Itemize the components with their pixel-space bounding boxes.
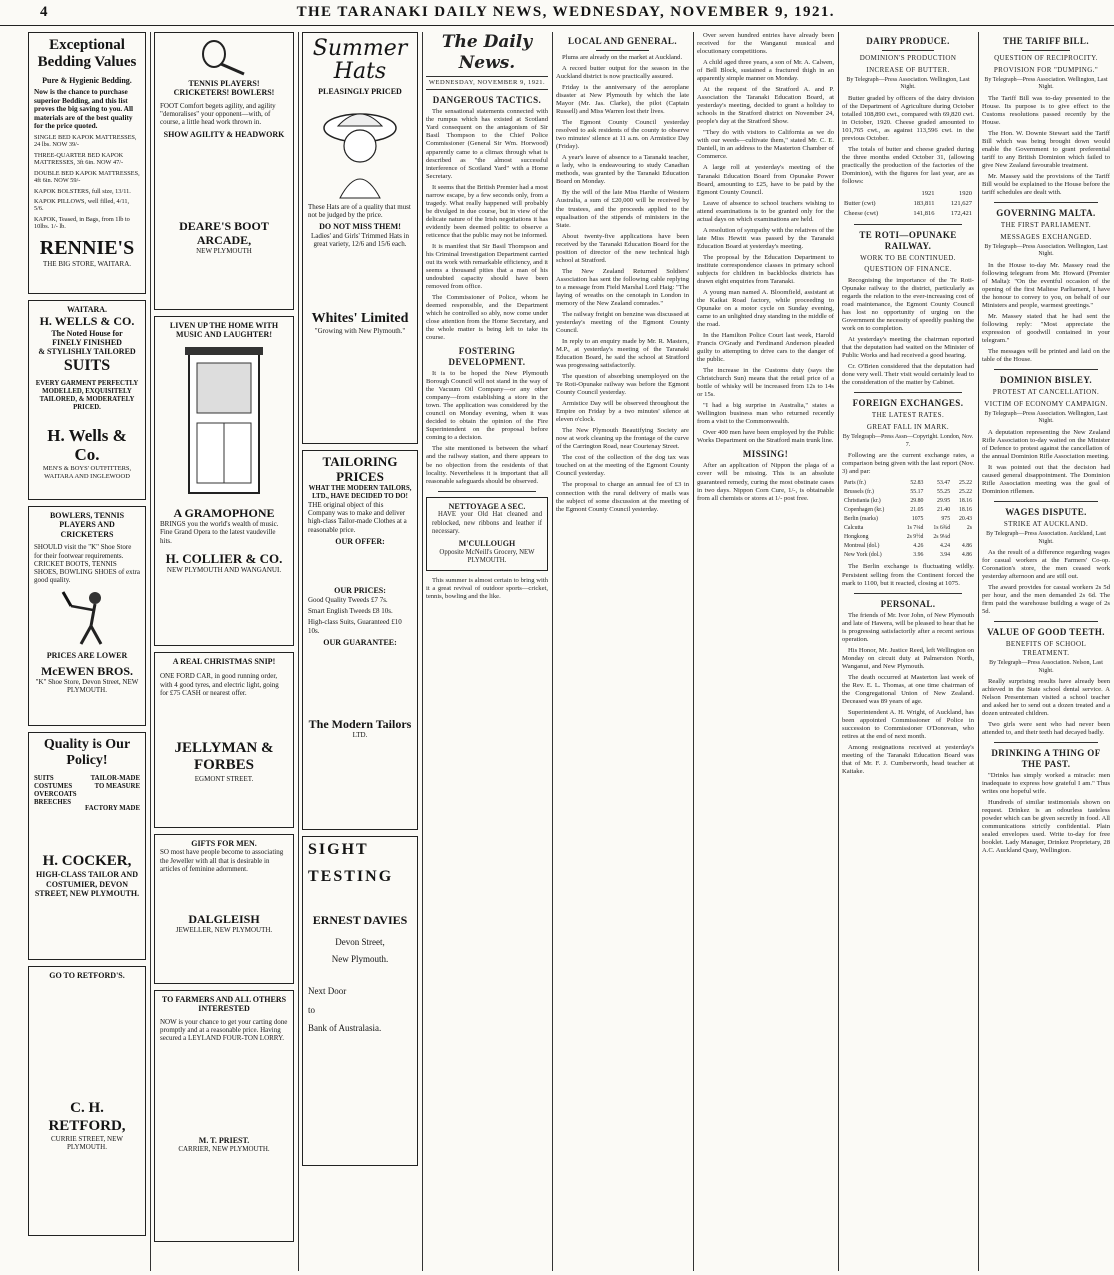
news-paragraph: Superintendent A. H. Wright, of Auckland, has been appointed Commissioner of Police in succession to Commissioner O'Donovan, who retires at the end of next month. bbox=[842, 708, 974, 740]
table-row: Berlin (marks) 1075 975 20.43 bbox=[844, 516, 972, 523]
news-paragraph: The messages will be printed and laid on the table of the House. bbox=[982, 348, 1110, 364]
column-ads-1 bbox=[28, 32, 146, 1271]
news-paragraph: A resolution of sympathy with the relatives of the late Miss Hewitt was passed by the Taranaki Education Board at yesterday's meeting. bbox=[697, 226, 834, 250]
ad-prices-heading: OUR PRICES: bbox=[334, 586, 386, 596]
news-paragraph: Friday is the anniversary of the aeroplane disaster at New Plymouth by which the late Mayor (Mr. Jas. Clarke), the pilot (Captain Russell) and Miss Warren lost their lives. bbox=[556, 84, 689, 116]
news-paragraph: As the result of a difference regarding wages for casual workers at the Farmers' Co-op. Coronation's store, the men ceased work yesterday afternoon and are still out. bbox=[982, 549, 1110, 581]
column-dairy-foreign bbox=[842, 32, 974, 1271]
ad-title: Bedding Values bbox=[37, 54, 137, 71]
column-news-continued bbox=[697, 32, 834, 1271]
ad-item: SINGLE BED KAPOK MATTRESSES, 24 lbs. NOW 39/- bbox=[34, 133, 137, 149]
ad-item: TO MEASURE bbox=[94, 783, 140, 791]
ad-shop-sub: CARRIER, NEW PLYMOUTH. bbox=[178, 1145, 270, 1154]
ad-title: NETTOYAGE A SEC. bbox=[448, 501, 526, 511]
ad-shop-name: H. WELLS & CO. bbox=[39, 314, 135, 329]
ad-shop-name: JELLYMAN & FORBES bbox=[174, 740, 274, 774]
ad-title: Exceptional bbox=[49, 37, 125, 53]
news-paragraph: By the will of the late Miss Hardie of Western Australia, a sum of £20,000 will be received by the trustees, and the proceeds applied to the equalisation of the stipends of ministers in the State. bbox=[556, 189, 689, 229]
ad-item: TAILOR-MADE bbox=[90, 775, 140, 783]
section-headline: DAIRY PRODUCE. bbox=[866, 36, 950, 46]
ad-priest bbox=[154, 990, 294, 1242]
gramophone-cabinet-icon bbox=[179, 343, 269, 503]
section-subhead: GREAT FALL IN MARK. bbox=[866, 422, 950, 431]
ad-rennies-bedding bbox=[28, 32, 146, 294]
news-paragraph: A young man named A. Bloomfield, assistant at the Kaikat Road factory, while proceeding to Opunake on a motor cycle on Sunday evening, came to an unlighted dray standing in the middle of the road. bbox=[697, 288, 834, 329]
ad-item: THREE-QUARTER BED KAPOK MATTRESSES, 3ft 6in. NOW 47/- bbox=[34, 151, 124, 167]
ad-shop-sub: EGMONT STREET. bbox=[194, 774, 254, 783]
news-paragraph: Following are the current exchange rates, a comparison being given with the last report (Nov. 3) and par: bbox=[842, 451, 974, 475]
ad-place: WAITARA. bbox=[66, 305, 108, 314]
news-paragraph: The railway freight on benzine was discussed at yesterday's meeting of the Egmont County Council. bbox=[556, 310, 689, 334]
ad-to: to bbox=[308, 1004, 316, 1015]
ad-item: OVERCOATS bbox=[34, 791, 77, 799]
news-paragraph: Cr. O'Brien considered that the deputation had done very well. Their visit would certainly lead to the consideration of the matter by Cabinet. bbox=[842, 363, 974, 387]
ad-subtitle: Pure & Hygienic Bedding. bbox=[42, 75, 132, 85]
ad-title: Quality is Our Policy! bbox=[43, 737, 131, 769]
section-headline: PERSONAL. bbox=[880, 598, 936, 609]
news-paragraph: The New Zealand Returned Soldiers' Association has sent the following cable replying to a message from Field Marshal Lord Haig: "The laying of wreaths on the cenotaph in London in memory of the New Zealand comrades." bbox=[556, 267, 689, 307]
news-paragraph: The increase in the Customs duty (says the Christchurch Sun) means that the retail price of a bottle of whisky will be increased from 12s to 14s or 15s. bbox=[697, 367, 834, 399]
ad-price-item: Good Quality Tweeds £7 7s. bbox=[308, 595, 388, 604]
news-paragraph: Mr. Massey stated that he had sent the following reply: "Most appreciate the expression of goodwill contained in your telegram." bbox=[982, 312, 1110, 344]
ad-title: TAILORING PRICES bbox=[322, 454, 398, 484]
table-row: Brussels (fr.) 55.17 55.25 25.22 bbox=[844, 488, 972, 495]
section-subhead: PROTEST AT CANCELLATION. bbox=[992, 388, 1100, 397]
ad-footer-sub: MEN'S & BOYS' OUTFITTERS, WAITARA AND INGLEWOOD bbox=[42, 464, 132, 480]
news-paragraph: "I had a big surprise in Australia," states a Wellington business man who returned recently from a visit to the Commonwealth. bbox=[697, 402, 834, 426]
section-subhead: QUESTION OF RECIPROCITY. bbox=[994, 53, 1098, 62]
news-paragraph: The Berlin exchange is fluctuating wildly. Persistent selling from the Continent forced the mark to 1100, but it reacted, closing at 1075. bbox=[842, 563, 974, 587]
section-subhead: STRIKE AT AUCKLAND. bbox=[1003, 519, 1089, 528]
page-number: 4 bbox=[40, 3, 48, 20]
section-subhead: VICTIM OF ECONOMY CAMPAIGN. bbox=[984, 399, 1108, 408]
ad-dalgleish bbox=[154, 834, 294, 984]
news-paragraph: The proposal by the Education Department to institute correspondence classes in primary school subjects for children in backblocks districts has drawn eight enquiries from Taranaki. bbox=[697, 253, 834, 285]
ad-shop-name: M'CULLOUGH bbox=[458, 539, 516, 549]
ad-body: SHOULD visit the "K" Shoe Store for their footwear requirements. CRICKET BOOTS, TENNIS SHOES, BOWLING SHOES of extra good quality. bbox=[34, 543, 140, 585]
news-paragraph: The death occurred at Masterton last week of the Rev. E. L. Thomas, at one time chairman of the Congregational Union of New Zealand. Deceased was 89 years of age. bbox=[842, 673, 974, 705]
ad-retford bbox=[28, 966, 146, 1236]
exchange-table bbox=[842, 479, 974, 561]
section-headline: VALUE OF GOOD TEETH. bbox=[987, 627, 1105, 638]
news-paragraph: A large roll at yesterday's meeting of the Taranaki Education Board from Opunake Power Board, amounting to £25, have to be paid by the Egmont County Council. bbox=[697, 164, 834, 196]
news-paragraph: "Drinks has simply worked a miracle: men inadequate to express how grateful I am." Thus writes one hopeful wife. bbox=[982, 772, 1110, 796]
column-ads-3 bbox=[302, 32, 418, 1271]
ad-whites bbox=[302, 32, 418, 444]
lady-in-hat-illustration-icon bbox=[320, 100, 400, 200]
table-row: Calcutta 1s 7¼d 1s 6¾d 2s bbox=[844, 525, 972, 532]
ad-title: TO FARMERS AND ALL OTHERS INTERESTED bbox=[161, 995, 287, 1014]
section-headline: TE ROTI—OPUNAKE RAILWAY. bbox=[859, 229, 957, 251]
ad-shop-sub: "K" Shoe Store, Devon Street, NEW PLYMOUTH. bbox=[35, 678, 139, 695]
news-paragraph: It was pointed out that the decision had caused general disappointment. The Dominion Rifle Association meeting was the goal of Dominion riflemen. bbox=[982, 463, 1110, 495]
ad-title: BOWLERS, TENNIS PLAYERS AND CRICKETERS bbox=[49, 511, 125, 539]
ad-item: KAPOK, Teased, in Bags, from 1lb to 10lbs. 1/- lb. bbox=[34, 215, 130, 231]
table-row: Paris (fr.) 52.83 53.47 25.22 bbox=[844, 479, 972, 486]
ad-prices: PRICES ARE LOWER bbox=[46, 650, 128, 660]
ad-shop-sub: THE BIG STORE, WAITARA. bbox=[42, 259, 132, 268]
ad-item: COSTUMES bbox=[34, 783, 73, 791]
column-rule bbox=[150, 32, 151, 1271]
ad-item: KAPOK PILLOWS, well filled, 4/11, 5/6. bbox=[34, 197, 130, 213]
news-paragraph: In the Hamilton Police Court last week, Harold Francis O'Grady and Ferdinand Anderson pleaded guilty to attempting to drive cars to the danger of the public. bbox=[697, 332, 834, 364]
news-paragraph: Armistice Day will be observed throughout the Empire on Friday by a two minutes' silence at eleven o'clock. bbox=[556, 400, 689, 424]
ad-tagline: SHOW AGILITY & HEADWORK bbox=[163, 129, 285, 139]
ad-shop-sub: LTD. bbox=[352, 731, 368, 740]
news-paragraph: Among resignations received at yesterday's meeting of the Taranaki Education Board was that of Mr. F. J. Cumberworth, head teacher at Kaitake. bbox=[842, 744, 974, 776]
ad-footer: H. Wells & Co. bbox=[47, 425, 127, 465]
ad-shop-sub: NEW PLYMOUTH AND WANGANUI. bbox=[166, 566, 282, 575]
ad-body: These Hats are of a quality that must not be judged by the price. bbox=[308, 202, 411, 219]
ad-body: ONE FORD CAR, in good running order, with 4 good tyres, and electric light, going for £75 CASH or nearest offer. bbox=[160, 672, 279, 697]
ad-item: FACTORY MADE bbox=[85, 805, 140, 813]
section-subhead: THE FIRST PARLIAMENT. bbox=[1000, 221, 1092, 229]
ad-line: The Noted House for bbox=[51, 328, 123, 338]
ad-line: & STYLISHLY TAILORED bbox=[38, 347, 136, 357]
ad-collier bbox=[154, 316, 294, 646]
section-headline: WAGES DISPUTE. bbox=[1005, 506, 1087, 517]
ad-item: BREECHES bbox=[34, 799, 72, 807]
ad-mccullough bbox=[426, 497, 548, 571]
column-editorial bbox=[426, 32, 548, 1271]
ad-guarantee-heading: OUR GUARANTEE: bbox=[323, 637, 397, 647]
racket-illustration-icon bbox=[194, 40, 254, 76]
ad-body: SO most have people become to associating the Jeweller with all that is desirable in articles of feminine adornment. bbox=[160, 848, 284, 873]
news-paragraph: The Tariff Bill was to-day presented to the House. Its purpose is to give effect to the Customs resolutions passed recently by the House. bbox=[982, 94, 1110, 126]
ad-price-item: High-class Suits, Guaranteed £10 10s. bbox=[308, 618, 402, 635]
editorial-paragraph: This summer is almost certain to bring with it a great revival of outdoor sports—cricket, tennis, bowling and the like. bbox=[426, 576, 548, 600]
news-paragraph: The New Plymouth Beautifying Society are now at work cleaning up the frontage of the curve of the Carrington Road, near Courtenay Street. bbox=[556, 427, 689, 451]
column-rule bbox=[838, 32, 839, 1271]
editorial-paragraph: The site mentioned is between the wharf and the railway station, and there appears to be no objection from the residents of that locality. Nevertheless it is important that all reasonable safeguards should be observed. bbox=[426, 445, 548, 485]
section-subhead: PROVISION FOR "DUMPING." bbox=[993, 65, 1099, 74]
news-paragraph: The Egmont County Council yesterday resolved to ask residents of the county to observe two minutes' silence at 11 a.m. on Armistice Day (Friday). bbox=[556, 119, 689, 151]
news-paragraph: The award provides for casual workers 2s 5d per hour, and the men demanded 2s 6d. The firm paid the warehouse building a wage of 2s 5d. bbox=[982, 584, 1110, 616]
news-paragraph: Over 400 men have been employed by the Public Works Department on the Stratford main trunk line. bbox=[697, 429, 834, 445]
ad-title: GO TO RETFORD'S. bbox=[49, 971, 125, 980]
news-paragraph: The proposal to charge an annual fee of £3 in connection with the rural delivery of mails was the subject of some discussion at the meeting of the Egmont County Council yesterday. bbox=[556, 481, 689, 513]
news-paragraph: Butter graded by officers of the dairy division of the Department of Agriculture during October totalled 108,890 cwt., compared with 69,820 cwt. in October, 1920. Cheese graded amounted to 101,765 cwt., as against 113,596 cwt. in the previous October. bbox=[842, 94, 974, 142]
ad-item: DOUBLE BED KAPOK MATTRESSES, 4ft 6in. NOW 59/- bbox=[34, 169, 140, 185]
cricketer-illustration-icon bbox=[57, 588, 117, 648]
column-ads-2 bbox=[154, 32, 294, 1271]
editorial-masthead: The Daily News. bbox=[441, 32, 533, 73]
ad-body: HAVE your Old Hat cleaned and reblocked, new ribbons and leather if necessary. bbox=[432, 511, 542, 535]
ad-title: SIGHT bbox=[308, 841, 369, 858]
dairy-table: 1921 1920 Butter (cwt) 183,811 121,627 Cheese (cwt) 141,816 172,421 bbox=[844, 190, 972, 217]
news-paragraph: About twenty-five applications have been received by the Taranaki Education Board for the position of director of the new technical high school at Stratford. bbox=[556, 232, 689, 264]
editorial-paragraph: It is manifest that Sir Basil Thompson and his Criminal Investigation Department carried out its work with remarkable efficiency, and it seems a thousand pities that a man of his undoubted capacity should have been removed from office. bbox=[426, 242, 548, 291]
newspaper-title: THE TARANAKI DAILY NEWS, WEDNESDAY, NOVEMBER 9, 1921. bbox=[296, 3, 835, 20]
ad-shop-name: McEWEN BROS. bbox=[40, 664, 133, 678]
section-subhead: WORK TO BE CONTINUED. bbox=[860, 253, 956, 262]
ad-street: Devon Street, bbox=[335, 936, 385, 947]
ad-shop-name: H. COCKER, bbox=[42, 853, 132, 870]
news-paragraph: Mr. Massey said the provisions of the Tariff Bill would be explained to the House before the tariff schedules are dealt with. bbox=[982, 172, 1110, 196]
ad-next: Next Door bbox=[308, 986, 347, 997]
news-paragraph: In the House to-day Mr. Massey read the following telegram from Mr. Howard (Premier of Malta): "On the eventful occasion of the opening of the first Maltese Parliament, I have the honour to convey to you, on behalf of our Ministers and people, warmest greetings." bbox=[982, 261, 1110, 309]
news-paragraph: Really surprising results have already been achieved in the State school dental service. A Nelson Presenteman visited a school teacher and asked her to send out a dozen treated and a dozen untreated children. bbox=[982, 678, 1110, 718]
editorial-paragraph: It seems that the British Premier had a most narrow escape, by a few seconds only, from a tragedy. What really happened will probably be divulged in due course, but in view of the delicate nature of the Irish negotiations it has evidently been deemed politic to observe a reticence that the public may not be informed. bbox=[426, 183, 548, 239]
table-row: Montreal (dol.) 4.26 4.24 4.86 bbox=[844, 543, 972, 550]
section-headline: FOREIGN EXCHANGES. bbox=[852, 398, 964, 409]
news-paragraph: A child aged three years, a son of Mr. A. Calwen, of Bell Block, sustained a fractured thigh in an apparently simple manner on Monday. bbox=[697, 59, 834, 83]
news-paragraph: Recognising the importance of the Te Roti-Opunake railway to the district, particularly as regards the relation to the ever-increasing cost of road maintenance, the Egmont County Council has lost no opportunity of urging on the Government the necessity of speedily pushing the work on to completion. bbox=[842, 276, 974, 332]
column-rule bbox=[693, 32, 694, 1271]
table-row: New York (dol.) 3.96 3.94 4.86 bbox=[844, 552, 972, 559]
ad-title: Summer Hats bbox=[312, 36, 408, 85]
ad-line: SUITS bbox=[63, 356, 111, 374]
news-paragraph: The cost of the collection of the dog tax was touched on at the meeting of the Egmont County Council yesterday. bbox=[556, 454, 689, 478]
ad-list-item: Ladies' and Girls' Trimmed Hats in great variety, 12/6 and 15/6 each. bbox=[311, 231, 409, 248]
news-paragraph: At the request of the Stratford A. and P. Association the Taranaki Education Board, at yesterday's meeting, decided to grant a holiday to schools in the Stratford district on November 24, people's day at the Stratford Show. bbox=[697, 86, 834, 126]
news-paragraph: Over seven hundred entries have already been received for the Wanganui musical and elocutionary competitions. bbox=[697, 32, 834, 56]
section-subhead: MESSAGES EXCHANGED. bbox=[1000, 232, 1092, 241]
section-subhead: DOMINION'S PRODUCTION bbox=[859, 53, 957, 62]
news-paragraph: The Hon. W. Downie Stewart said the Tariff Bill which was being brought down would enable the Government to grant preferential tariff to any British Dominion which failed to give New Zealand favourable treatment. bbox=[982, 129, 1110, 169]
news-paragraph: "They do with visitors to California as we do with our weeds—cultivate them," stated Mr. C. E. Daniell, in an address to the Masterton Chamber of Commerce. bbox=[697, 129, 834, 161]
ad-bank: Bank of Australasia. bbox=[308, 1023, 382, 1034]
section-subhead: BENEFITS OF SCHOOL TREATMENT. bbox=[1005, 640, 1087, 657]
news-paragraph: Hundreds of similar testimonials shown on request. Drinkez is an odourless tasteless powder which can be given secretly in food. All communications strictly confidential. Plain sealed envelopes used. Write to-day for free booklet. Lady Manager, Drinkez Proprietary, 28 A.C. Auckland Quay, Wellington. bbox=[982, 799, 1110, 855]
news-paragraph: A record butter output for the season in the Auckland district is now practically assured. bbox=[556, 65, 689, 81]
ad-item: KAPOK BOLSTERS, full size, 13/11. bbox=[34, 187, 131, 195]
ad-body: NOW is your chance to get your carting done promptly and at a reasonable price. Having secured a LEYLAND FOUR-TON LORRY. bbox=[160, 1017, 288, 1043]
dateline: By Telegraph—Press Association. Wellington, Last Night. bbox=[846, 77, 970, 91]
ad-title: A REAL CHRISTMAS SNIP! bbox=[172, 657, 276, 666]
ad-line: FINELY FINISHED bbox=[52, 338, 122, 348]
editorial-date: WEDNESDAY, NOVEMBER 9, 1921. bbox=[426, 76, 548, 90]
ad-wells bbox=[28, 300, 146, 500]
news-paragraph: At yesterday's meeting the chairman reported that the deputation had waited on the Minister of Public Works and had received a good hearing. bbox=[842, 335, 974, 360]
section-headline: THE TARIFF BILL. bbox=[1002, 36, 1089, 46]
ad-cocker bbox=[28, 732, 146, 960]
news-paragraph: The question of absorbing unemployed on the Te Roti-Opunake railway was before the Egmont County Council yesterday. bbox=[556, 373, 689, 397]
ad-title: TENNIS PLAYERS! CRICKETERS! BOWLERS! bbox=[173, 79, 275, 98]
masthead bbox=[0, 0, 1114, 26]
ad-body: BRINGS you the world's wealth of music. Fine Grand Opera to the latest vaudeville hits. bbox=[160, 520, 279, 545]
ad-shop-sub: "Growing with New Plymouth." bbox=[314, 327, 406, 336]
section-headline: LOCAL AND GENERAL. bbox=[568, 36, 677, 46]
ad-body: Now is the chance to purchase superior Bedding, and this list proves the big saving to you. All materials are of the best quality for the price quoted. bbox=[34, 86, 133, 131]
ad-shop-sub: CURRIE STREET, NEW PLYMOUTH. bbox=[50, 1134, 123, 1152]
editorial-paragraph: The Commissioner of Police, whom he deemed responsible, and the Department which he controlled so ably, now come under close attention from the Home Secretary, and the whole matter is being left to take its course. bbox=[426, 294, 548, 342]
ad-ernest-davies bbox=[302, 836, 418, 1166]
ad-shop-name: DALGLEISH bbox=[188, 912, 260, 927]
ad-title: GIFTS FOR MEN. bbox=[191, 839, 257, 848]
news-paragraph: After an application of Nippon the plaga of a cover will be missing. This is an absolute guaranteed remedy, curing the most obstinate cases in two days. Nippon Corn Cure, 1/-, is obtainable from all chemists or stores at 1/- post free. bbox=[697, 462, 834, 502]
section-subhead: THE LATEST RATES. bbox=[871, 411, 945, 420]
ad-shop-name: RENNIE'S bbox=[39, 236, 135, 259]
ad-item: SUITS bbox=[34, 775, 54, 783]
editorial-headline: FOSTERING DEVELOPMENT. bbox=[448, 346, 526, 368]
ad-shop-name: The Modern Tailors bbox=[308, 717, 412, 732]
column-telegraph bbox=[982, 32, 1110, 1271]
ad-name: ERNEST DAVIES bbox=[312, 912, 408, 927]
ad-shop-name: DEARE'S BOOT ARCADE, bbox=[179, 219, 269, 248]
column-rule bbox=[298, 32, 299, 1271]
column-rule bbox=[422, 32, 423, 1271]
section-headline: MISSING! bbox=[742, 449, 789, 460]
dateline: By Telegraph—Press Association. Wellington, Last Night. bbox=[984, 411, 1108, 425]
news-paragraph: The friends of Mr. Ivor John, of New Plymouth and late of Hawera, will be pleased to hear that he is progressing satisfactorily after a recent serious operation. bbox=[842, 611, 974, 643]
news-paragraph: A deputation representing the New Zealand Rifle Association to-day waited on the Minister of Defence to protest against the cancellation of the annual Dominion Rifle Association meeting. bbox=[982, 428, 1110, 460]
news-paragraph: In reply to an enquiry made by Mr. R. Masters, M.P., at yesterday's meeting of the Taranaki Education Board, he said the school at Stratford was progressing satisfactorily. bbox=[556, 337, 689, 370]
ad-body: THE original object of this Company was to make and deliver high-class Tailor-made Clothes at a reasonable price. bbox=[308, 500, 407, 534]
ad-deares bbox=[154, 32, 294, 310]
ad-town: New Plymouth. bbox=[331, 953, 389, 964]
ad-price-item: Smart English Tweeds £8 10s. bbox=[308, 607, 393, 616]
ad-shop-name: H. COLLIER & CO. bbox=[165, 550, 283, 566]
ad-offer-heading: OUR OFFER: bbox=[335, 536, 385, 546]
news-paragraph: The totals of butter and cheese graded during the three months ended October 31, (allowing practically the production of the factories of the Dominion), with the figures for last year, are as follows: bbox=[842, 145, 974, 185]
dateline: By Telegraph—Press Assn—Copyright. London, Nov. 7. bbox=[842, 434, 974, 448]
editorial-headline: DANGEROUS TACTICS. bbox=[432, 95, 542, 106]
ad-list-item: DO NOT MISS THEM! bbox=[319, 222, 401, 232]
section-headline: DOMINION BISLEY. bbox=[999, 375, 1093, 386]
dateline: By Telegraph—Press Association. Nelson, Last Night. bbox=[989, 660, 1103, 674]
ad-subtitle: PLEASINGLY PRICED bbox=[318, 87, 402, 97]
editorial-paragraph: The sensational statements connected with the rumpus which has existed at Scotland Yard consequent on the antagonism of Sir Basil Thompson to the Chief Police Commissioner (General Sir Wm. Horwood) apparently came to a climax through what is described as "the almost successful interference of Scotland Yard" with a Home Secretary. bbox=[426, 108, 548, 180]
table-row: Cheese (cwt) 141,816 172,421 bbox=[844, 209, 972, 217]
table-row: Copenhagen (kr.) 21.05 21.40 18.16 bbox=[844, 507, 972, 514]
ad-body: EVERY GARMENT PERFECTLY MODELLED, EXQUISITELY TAILORED, & MODERATELY PRICED. bbox=[35, 379, 139, 411]
section-headline: DRINKING A THING OF THE PAST. bbox=[991, 748, 1101, 770]
news-paragraph: Leave of absence to school teachers wishing to attend examinations is to be granted only for the actual days on which examinations are held. bbox=[697, 199, 834, 223]
ad-label: A GRAMOPHONE bbox=[173, 505, 275, 520]
ad-shop-sub: Opposite McNeill's Grocery, NEW PLYMOUTH. bbox=[439, 548, 535, 565]
section-subhead: INCREASE OF BUTTER. bbox=[866, 65, 950, 74]
ad-title: LIVEN UP THE HOME WITH MUSIC AND LAUGHTER! bbox=[169, 321, 279, 340]
section-headline: GOVERNING MALTA. bbox=[996, 208, 1096, 219]
dateline: By Telegraph—Press Association. Auckland, Last Night. bbox=[986, 531, 1106, 545]
news-paragraph: His Honor, Mr. Justice Reed, left Wellington on Monday on circuit duty at Palmerston North, Wanganui, and New Plymouth. bbox=[842, 646, 974, 670]
ad-shop-name: C. H. RETFORD, bbox=[48, 1100, 126, 1134]
ad-modern-tailors bbox=[302, 450, 418, 830]
ad-shop-sub: NEW PLYMOUTH bbox=[196, 247, 252, 256]
dateline: By Telegraph—Press Association. Wellington, Last Night. bbox=[984, 77, 1108, 91]
table-row: Christiania (kr.) 29.80 29.95 18.16 bbox=[844, 498, 972, 505]
dateline: By Telegraph—Press Association. Wellington, Last Night. bbox=[984, 244, 1108, 258]
ad-body: FOOT Comfort begets agility, and agility "demoralises" your opponent—with, of course, a little head work thrown in. bbox=[160, 101, 276, 127]
news-paragraph: A year's leave of absence to a Taranaki teacher, a lady, who is endeavouring to study Canadian methods, was granted by the Taranaki Education Board on Monday. bbox=[556, 154, 689, 186]
table-row: Butter (cwt) 183,811 121,627 bbox=[844, 199, 972, 207]
ad-subtitle: WHAT THE MODERN TAILORS, LTD., HAVE DECIDED TO DO! bbox=[308, 484, 412, 500]
ad-mcewen bbox=[28, 506, 146, 726]
ad-jellyman bbox=[154, 652, 294, 828]
column-local-general bbox=[556, 32, 689, 1271]
column-rule bbox=[552, 32, 553, 1271]
news-paragraph: Plums are already on the market at Auckland. bbox=[562, 53, 683, 61]
ad-shop-sub: JEWELLER, NEW PLYMOUTH. bbox=[175, 926, 273, 935]
ad-shop-name: M. T. PRIEST. bbox=[198, 1135, 250, 1145]
section-subhead: QUESTION OF FINANCE. bbox=[864, 265, 952, 274]
editorial-paragraph: It is to be hoped the New Plymouth Borough Council will not stand in the way of the Vacuum Oil Company—or any other company—from establishing a store in the town. The application was considered by the council on Monday evening, when it was decided to obtain the opinion of the Fire Superintendent on the proposal before coming to a decision. bbox=[426, 370, 548, 442]
news-paragraph: Two girls were sent who had never been attended to, and their teeth had decayed badly. bbox=[982, 721, 1110, 737]
ad-title-2: TESTING bbox=[308, 867, 394, 885]
ad-shop-sub: HIGH-CLASS TAILOR AND COSTUMIER, DEVON STREET, NEW PLYMOUTH. bbox=[34, 870, 140, 899]
ad-shop-name: Whites' Limited bbox=[311, 311, 409, 327]
table-row: Hongkong 2s 9½d 2s 9¼d bbox=[844, 534, 951, 541]
column-rule bbox=[978, 32, 979, 1271]
